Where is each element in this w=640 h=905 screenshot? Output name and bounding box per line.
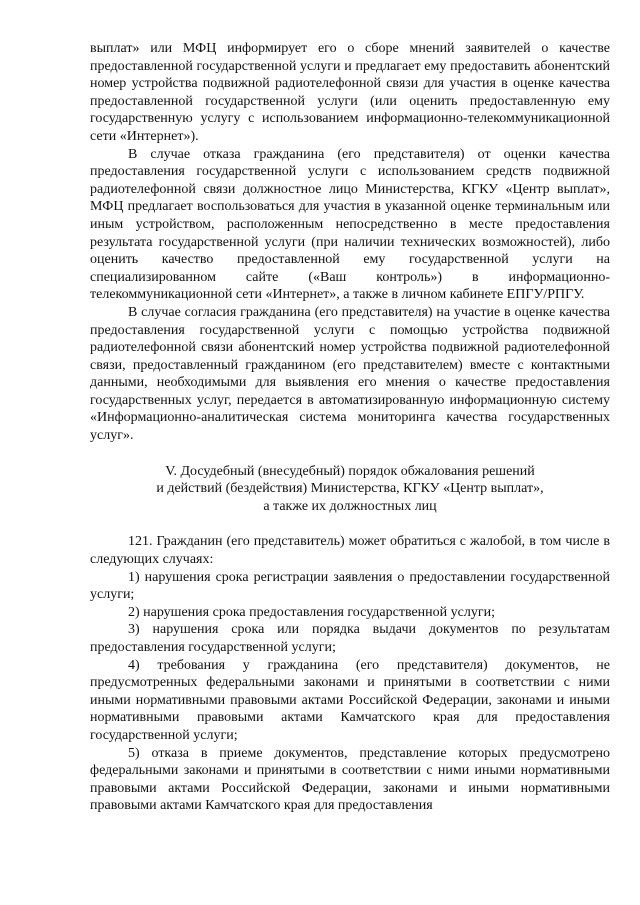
spacer <box>90 445 610 463</box>
list-item-1: 1) нарушения срока регистрации заявления о предоставлении государственной услуги; <box>90 569 610 603</box>
paragraph-121: 121. Гражданин (его представитель) может обратиться с жалобой, в том числе в следующих случаях: <box>90 534 610 568</box>
section-heading <box>90 463 610 516</box>
list-item-3: 3) нарушения срока или порядка выдачи документов по результатам предоставления государственной услуги; <box>90 622 610 655</box>
paragraph-continuation: выплат» или МФЦ информирует его о сборе мнений заявителей о качестве предоставленной государственной услуги и предлагает ему предоставить абонентский номер устройства подвижной радиотелефонной связи для участия в оценке качества предоставленной государственной услуги (или оценить предоставленную ему государственную услугу с использованием информационно-телекоммуникационной сети «Интернет»). <box>90 41 610 144</box>
section-heading-line-3: а также их должностных лиц <box>263 498 437 514</box>
spacer <box>90 515 610 533</box>
list-item-5: 5) отказа в приеме документов, представление которых предусмотрено федеральными законами и принятыми в соответствии с ними иными нормативными правовыми актами Российской Федерации, законами и иными нормативными правовыми актами Камчатского края для предоставления <box>90 745 610 814</box>
list-item-2: 2) нарушения срока предоставления государственной услуги; <box>128 604 495 620</box>
section-heading-line-2: и действий (бездействия) Министерства, КГКУ «Центр выплат», <box>156 481 544 497</box>
list-item-4: 4) требования у гражданина (его представителя) документов, не предусмотренных федеральными законами и принятыми в соответствии с ними иными нормативными правовыми актами Российской Федерации, законами и иными нормативными правовыми актами Камчатского края для предоставления государственной услуги; <box>90 657 610 743</box>
document-page <box>90 40 610 815</box>
section-heading-line-1: V. Досудебный (внесудебный) порядок обжалования решений <box>165 463 535 479</box>
paragraph-refusal: В случае отказа гражданина (его представителя) от оценки качества предоставления государственной услуги с использованием средств подвижной радиотелефонной связи должностное лицо Министерства, КГКУ «Центр выплат», МФЦ предлагает воспользоваться для участия в указанной оценке терминальным или иным устройством, расположенным непосредственно в месте предоставления результата государственной услуги (при наличии технических возможностей), либо оценить качество предоставленной ему государственной услуги на специализированном сайте («Ваш контроль») в информационно-телекоммуникационной сети «Интернет», а также в личном кабинете ЕПГУ/РПГУ. <box>90 146 610 303</box>
paragraph-consent: В случае согласия гражданина (его представителя) на участие в оценке качества предоставления государственной услуги с помощью устройства подвижной радиотелефонной связи абонентский номер устройства подвижной радиотелефонной связи, предоставленный гражданином (его представителем) вместе с контактными данными, необходимыми для выявления его мнения о качестве предоставления государственных услуг, передается в автоматизированную информационную систему «Информационно-аналитическая система мониторинга качества государственных услуг». <box>90 304 610 444</box>
